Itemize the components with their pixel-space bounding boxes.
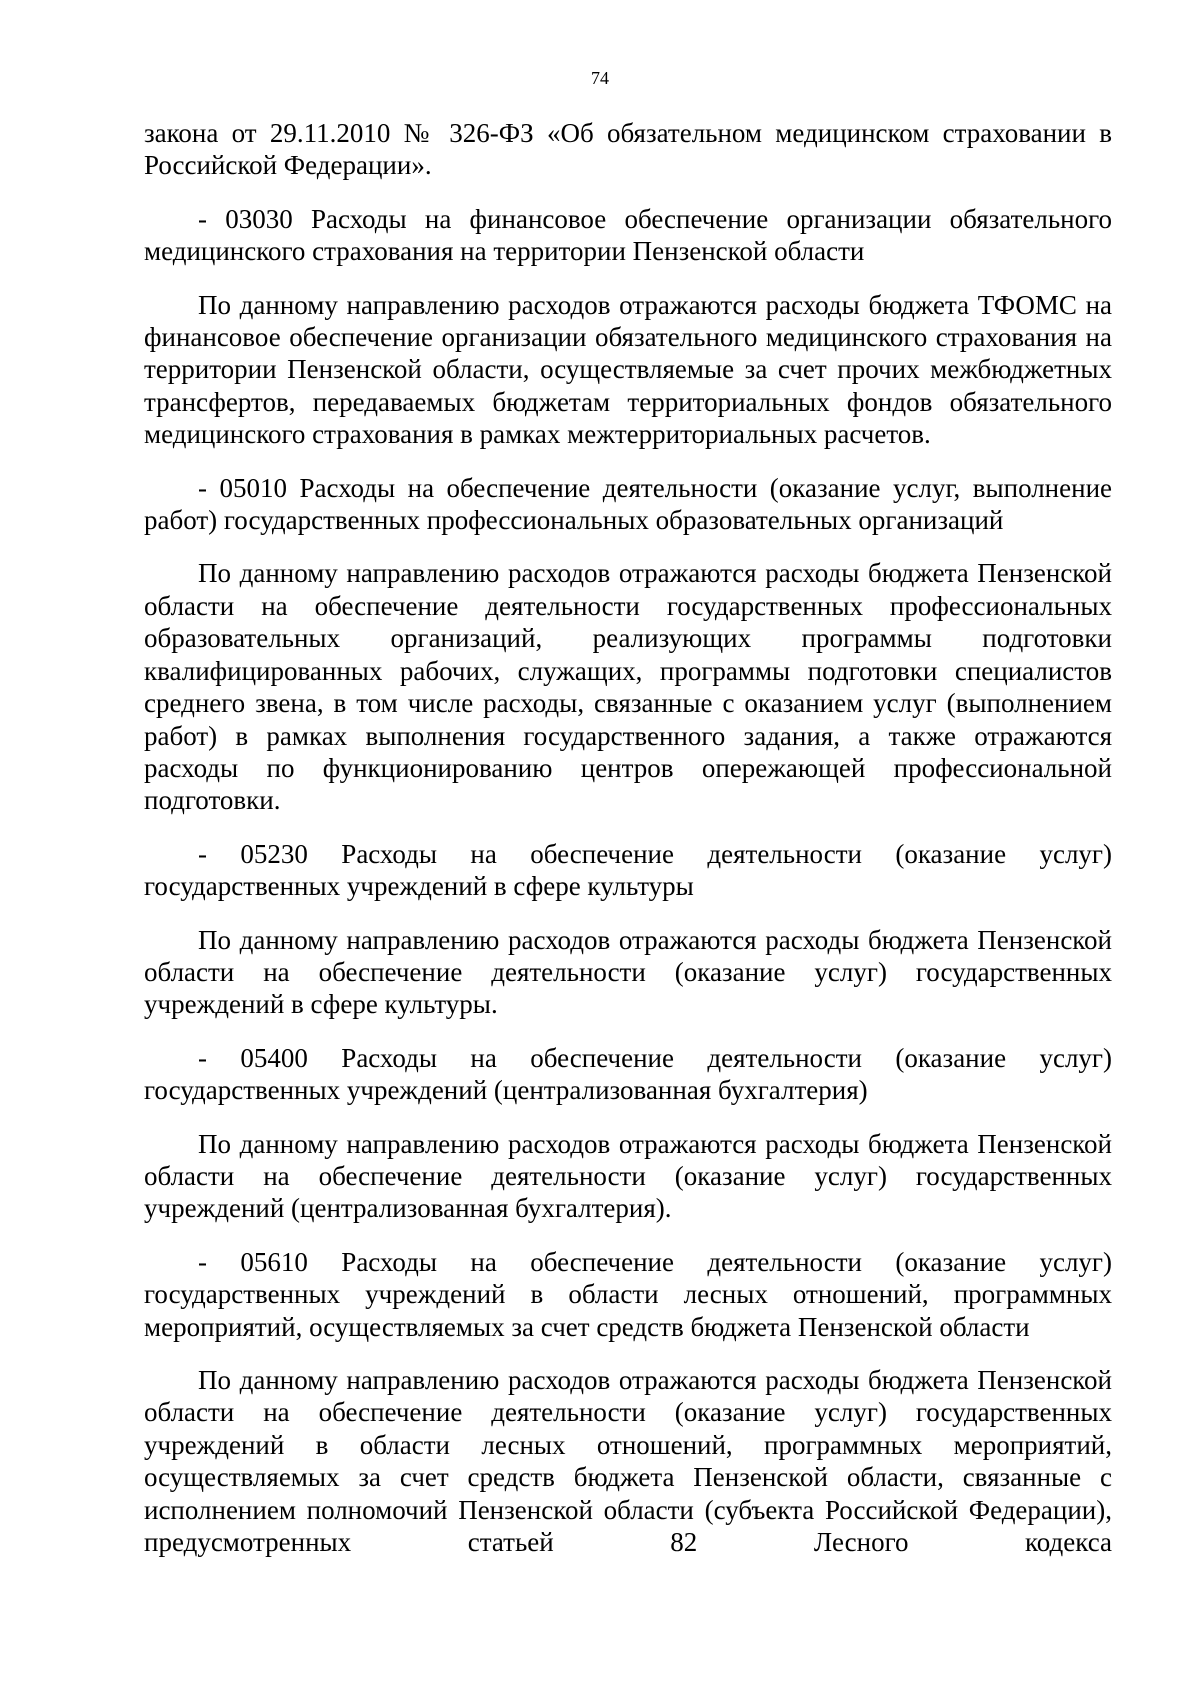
heading-05230: - 05230 Расходы на обеспечение деятельности (оказание услуг) государственных учреждений в сфере культуры [144,838,1112,902]
document-body [144,117,1112,1579]
page-number: 74 [591,68,609,88]
paragraph-05610-description: По данному направлению расходов отражаются расходы бюджета Пензенской области на обеспечение деятельности (оказание услуг) государственных учреждений в области лесных отношений, программных мероприятий, осуществляемых за счет средств бюджета Пензенской области, связанные с исполнением полномочий Пензенской области (субъекта Российской Федерации), предусмотренных статьей 82 Лесного кодекса [144,1365,1112,1558]
heading-05610: - 05610 Расходы на обеспечение деятельности (оказание услуг) государственных учреждений в области лесных отношений, программных мероприятий, осуществляемых за счет средств бюджета Пензенской области [144,1246,1112,1342]
heading-03030: - 03030 Расходы на финансовое обеспечение организации обязательного медицинского страхования на территории Пензенской области [144,203,1112,267]
paragraph-law-continuation: закона от 29.11.2010 № 326-ФЗ «Об обязательном медицинском страховании в Российской Федерации». [144,118,1112,181]
heading-05400: - 05400 Расходы на обеспечение деятельности (оказание услуг) государственных учреждений (централизованная бухгалтерия) [144,1042,1112,1106]
paragraph-05400-description: По данному направлению расходов отражаются расходы бюджета Пензенской области на обеспечение деятельности (оказание услуг) государственных учреждений (централизованная бухгалтерия). [144,1128,1112,1224]
paragraph-03030-description: По данному направлению расходов отражаются расходы бюджета ТФОМС на финансовое обеспечение организации обязательного медицинского страхования на территории Пензенской области, осуществляемые за счет прочих межбюджетных трансфертов, передаваемых бюджетам территориальных фондов обязательного медицинского страхования в рамках межтерриториальных расчетов. [144,289,1112,450]
paragraph-05010-description: По данному направлению расходов отражаются расходы бюджета Пензенской области на обеспечение деятельности государственных профессиональных образовательных организаций, реализующих программы подготовки квалифицированных рабочих, служащих, программы подготовки специалистов среднего звена, в том числе расходы, связанные с оказанием услуг (выполнением работ) в рамках выполнения государственного задания, а также отражаются расходы по функционированию центров опережающей профессиональной подготовки. [144,558,1112,816]
paragraph-05230-description: По данному направлению расходов отражаются расходы бюджета Пензенской области на обеспечение деятельности (оказание услуг) государственных учреждений в сфере культуры. [144,924,1112,1020]
heading-05010: - 05010 Расходы на обеспечение деятельности (оказание услуг, выполнение работ) государственных профессиональных образовательных организаций [144,472,1112,536]
